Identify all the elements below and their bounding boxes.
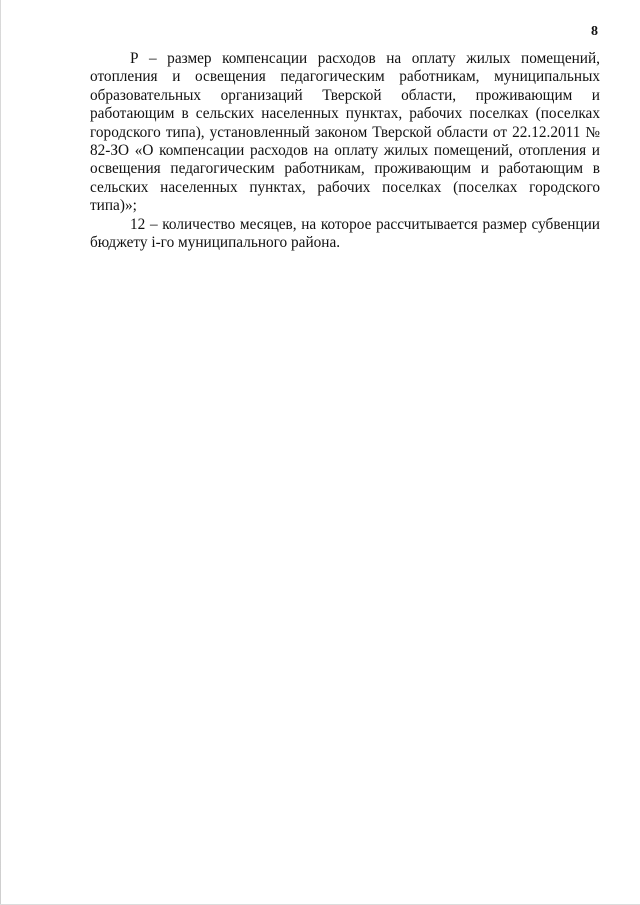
scan-edge-left xyxy=(0,0,1,905)
document-body xyxy=(90,50,600,252)
page-number: 8 xyxy=(591,24,598,39)
paragraph-p-definition: Р – размер компенсации расходов на оплату жилых помещений, отопления и освещения педагогическим работникам, муниципальных образовательных организаций Тверской области, проживающим и работающим в сельских населенных пунктах, рабочих поселках (поселках городского типа), установленный законом Тверской области от 22.12.2011 № 82-ЗО «О компенсации расходов на оплату жилых помещений, отопления и освещения педагогическим работникам, проживающим и работающим в сельских населенных пунктах, рабочих поселках (поселках городского типа)»; xyxy=(90,50,600,215)
paragraph-months-definition: 12 – количество месяцев, на которое рассчитывается размер субвенции бюджету i-го муниципального района. xyxy=(90,215,600,252)
